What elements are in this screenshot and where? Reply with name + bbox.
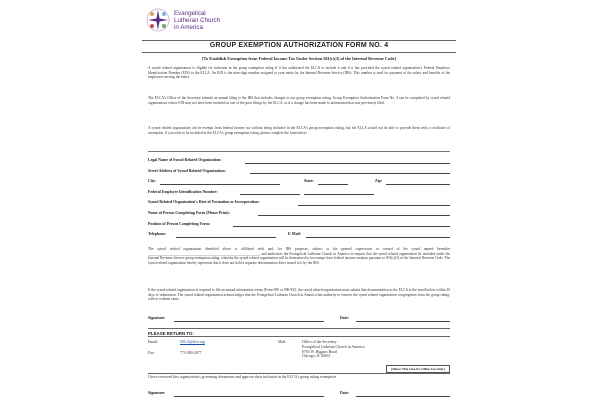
legal-name-label: Legal Name of Synod Related Organization:: [148, 158, 222, 162]
signature-label: Signature:: [148, 316, 166, 320]
org-name-line: Lutheran Church: [174, 17, 221, 25]
intro-paragraph: A synod related organization is eligible for inclusion in the group exemption ruling if it has authorized the ELCA to include it and if it has provided the synod related organization's Federal Employer Identification Number (EIN) to the ELCA. An EIN is the nine-digit number assigned to your entity by the Internal Revenue Service (IRS). This number is used for payment of the salary and benefits of the employees serving the entity.: [148, 66, 450, 80]
street-input-line[interactable]: [250, 173, 450, 174]
address-line: 8765 W. Higgins Road: [302, 349, 337, 354]
address-line: Office of the Secretary: [302, 340, 337, 344]
state-input-line[interactable]: [318, 184, 348, 185]
address-line: Evangelical Lutheran Church in America: [302, 344, 365, 349]
title-divider: [142, 40, 456, 41]
position-input-line[interactable]: [233, 226, 450, 227]
form-page: [134, 0, 464, 400]
email-label: E-Mail:: [288, 232, 301, 237]
legal-name-input-line[interactable]: [245, 163, 450, 164]
ein-field[interactable]: [148, 187, 450, 198]
section-divider: [148, 328, 450, 329]
ein-input-line[interactable]: [304, 194, 374, 195]
legal-name-field[interactable]: [148, 155, 450, 166]
zip-input-line[interactable]: [386, 184, 450, 185]
org-name: [174, 10, 220, 32]
formation-date-field[interactable]: [148, 197, 450, 208]
person-name-input-line[interactable]: [258, 215, 450, 216]
signature-line[interactable]: [174, 321, 324, 322]
position-field[interactable]: [148, 219, 450, 230]
position-label: Position of Person Completing Form:: [148, 221, 211, 226]
telephone-label: Telephone:: [148, 232, 167, 237]
formation-date-input-line[interactable]: [298, 205, 450, 206]
form-subtitle: [To Establish Exemption from Federal Income Tax Under Section 501(c)(3) of the Internal Revenue Code]: [202, 56, 396, 61]
person-name-label: Name of Person Completing Form (Please Print):: [148, 210, 230, 215]
mailing-address: [302, 340, 364, 359]
telephone-input-line[interactable]: [176, 237, 276, 238]
section-divider: [148, 336, 450, 337]
ein-label: Federal Employer Identification Number:: [148, 189, 218, 194]
city-label: City:: [148, 179, 157, 184]
office-use-divider: [148, 373, 450, 374]
email-return-label: Email:: [148, 340, 159, 344]
form-title: GROUP EXEMPTION AUTHORIZATION FORM NO. 4: [209, 42, 389, 49]
office-signature-label: Signature:: [148, 391, 166, 395]
annual-return-paragraph: If the synod related organization is required to file an annual information return (Form 990 or 990-EZ), the synod related organization must submit that documentation to the ELCA at the email below within 30 days of submission. The synod related organization acknowledges that the Evangelical Lutheran Church in America has authority to remove the synod related organization congregation from the group ruling, with or without cause.: [148, 288, 450, 302]
office-signature-line[interactable]: [174, 396, 324, 397]
zip-label: Zip:: [375, 179, 383, 184]
return-fax-number: 773-380-2677: [180, 351, 202, 355]
city-state-zip-row: [148, 176, 450, 187]
elca-logo: [146, 8, 286, 36]
office-use-box: [Below This Line for Office Use Only]: [386, 365, 450, 373]
form-fields: [148, 155, 450, 240]
org-name-line: Evangelical: [174, 10, 206, 17]
date-line[interactable]: [356, 321, 450, 322]
title-divider: [142, 52, 456, 53]
return-title: PLEASE RETURN TO:: [148, 331, 194, 336]
office-date-line[interactable]: [356, 396, 450, 397]
person-name-field[interactable]: [148, 208, 450, 219]
city-input-line[interactable]: [160, 184, 280, 185]
address-line: Chicago, IL 60631: [302, 354, 331, 359]
street-field[interactable]: [148, 166, 450, 177]
return-email-link[interactable]: 501c3@elca.org: [180, 340, 205, 344]
filing-paragraph: The ELCA's Office of the Secretary submits an annual filing to the IRS that includes changes to our group exemption ruling. Group Exemption Authorization Form No. 4 can be completed by synod related organizations whose EIN may not have been included in one of the prior filings by the ELCA, or if a change has been made to information that was previously filed.: [148, 96, 450, 105]
org-name-line: in America: [174, 24, 203, 32]
elca-cross-logo-icon: [146, 8, 170, 32]
formation-date-label: Synod Related Organization's Date of Formation or Incorporation:: [148, 200, 260, 205]
street-label: Street Address of Synod Related Organization:: [148, 168, 226, 173]
office-date-label: Date:: [340, 391, 350, 395]
contact-row: [148, 229, 450, 240]
mail-return-label: Mail:: [278, 340, 287, 344]
review-statement: I have reviewed this organization's governing documents and approve their inclusion in the ELCA's group ruling exemption.: [148, 375, 338, 379]
state-label: State:: [304, 179, 314, 184]
ein-input-line[interactable]: [240, 194, 300, 195]
exemption-paragraph: A synod related organization can be exempt from federal income tax without being included in the ELCA's group exemption ruling, but the ELCA would not be able to provide them with a certificate of exemption. If you wish to be included in the ELCA's group exemption ruling, please complete the form below.: [148, 126, 450, 135]
email-input-line[interactable]: [306, 237, 450, 238]
date-label: Date:: [340, 316, 350, 320]
fax-return-label: Fax:: [148, 351, 155, 355]
affiliation-paragraph: The synod related organization identified above is affiliated with and, for IRS purposes, subject to the general supervision or control of the synod named hereafter ______________________________________________________________, and authorizes the Evangelical Lutheran Church in America to request that the synod related organization be included under the Internal Revenue Service group exemption ruling, whereby the synod related organization will be determined to be exempt from federal income taxation pursuant to 501(c)(3) of the Internal Revenue Code. The synod related organization hereby represents that it does not hold a separate determination letter issued to it by the IRS.: [148, 247, 450, 265]
